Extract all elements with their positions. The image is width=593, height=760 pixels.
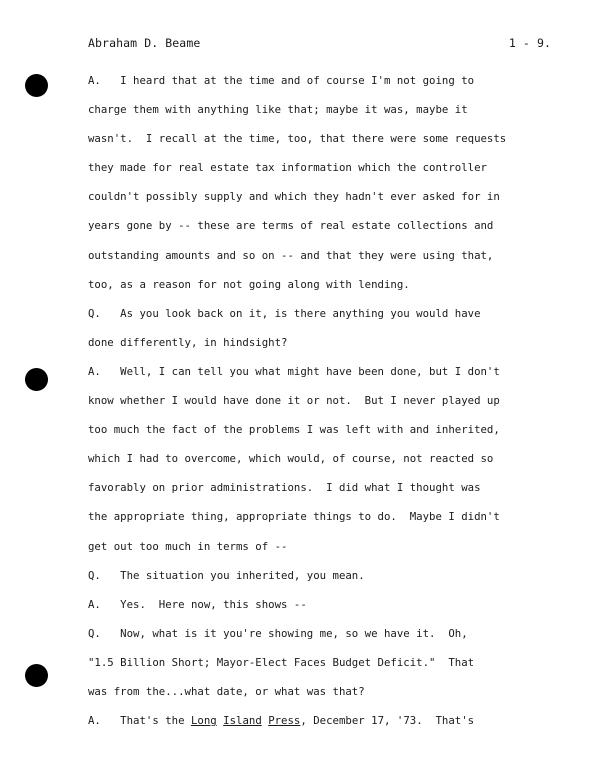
page-header [88,36,551,50]
transcript-line: they made for real estate tax information which the controller [88,161,487,175]
transcript-line: Q. As you look back on it, is there anything you would have [88,306,481,320]
transcript-line: which I had to overcome, which would, of course, not reacted so [88,452,494,466]
transcript-line: outstanding amounts and so on -- and that they were using that, [88,248,494,262]
newspaper-title-word: Press [268,714,301,728]
transcript-line: too, as a reason for not going along with lending. [88,277,410,291]
transcript-line: A. Well, I can tell you what might have been done, but I don't [88,364,500,378]
transcript-body [88,66,548,735]
transcript-line: couldn't possibly supply and which they hadn't ever asked for in [88,190,500,204]
punch-hole-top [25,74,48,97]
transcript-line-last [88,706,548,735]
transcript-line: too much the fact of the problems I was left with and inherited, [88,423,500,437]
transcript-line: get out too much in terms of -- [88,539,288,553]
transcript-line: wasn't. I recall at the time, too, that there were some requests [88,132,507,146]
transcript-line: know whether I would have done it or not. But I never played up [88,394,500,408]
transcript-line: years gone by -- these are terms of real estate collections and [88,219,494,233]
transcript-line: charge them with anything like that; maybe it was, maybe it [88,103,468,117]
punch-hole-bottom [25,664,48,687]
newspaper-title-word: Island [223,714,262,728]
transcript-line: favorably on prior administrations. I did what I thought was [88,481,481,495]
transcript-line: Q. The situation you inherited, you mean. [88,568,365,582]
interviewee-name: Abraham D. Beame [88,36,201,50]
page-number: 1 - 9. [508,36,551,50]
transcript-line: A. I heard that at the time and of course I'm not going to [88,74,475,87]
transcript-line: A. Yes. Here now, this shows -- [88,597,307,611]
transcript-line: done differently, in hindsight? [88,335,288,349]
last-line-prefix: A. That's the [88,714,191,728]
newspaper-title-word: Long [190,714,217,728]
transcript-line: the appropriate thing, appropriate things to do. Maybe I didn't [88,510,500,524]
transcript-line: was from the...what date, or what was that? [88,684,365,698]
transcript-line: "1.5 Billion Short; Mayor-Elect Faces Budget Deficit." That [88,655,475,669]
punch-hole-middle [25,368,48,391]
transcript-line: Q. Now, what is it you're showing me, so we have it. Oh, [88,626,468,640]
last-line-suffix: , December 17, '73. That's [300,714,475,728]
